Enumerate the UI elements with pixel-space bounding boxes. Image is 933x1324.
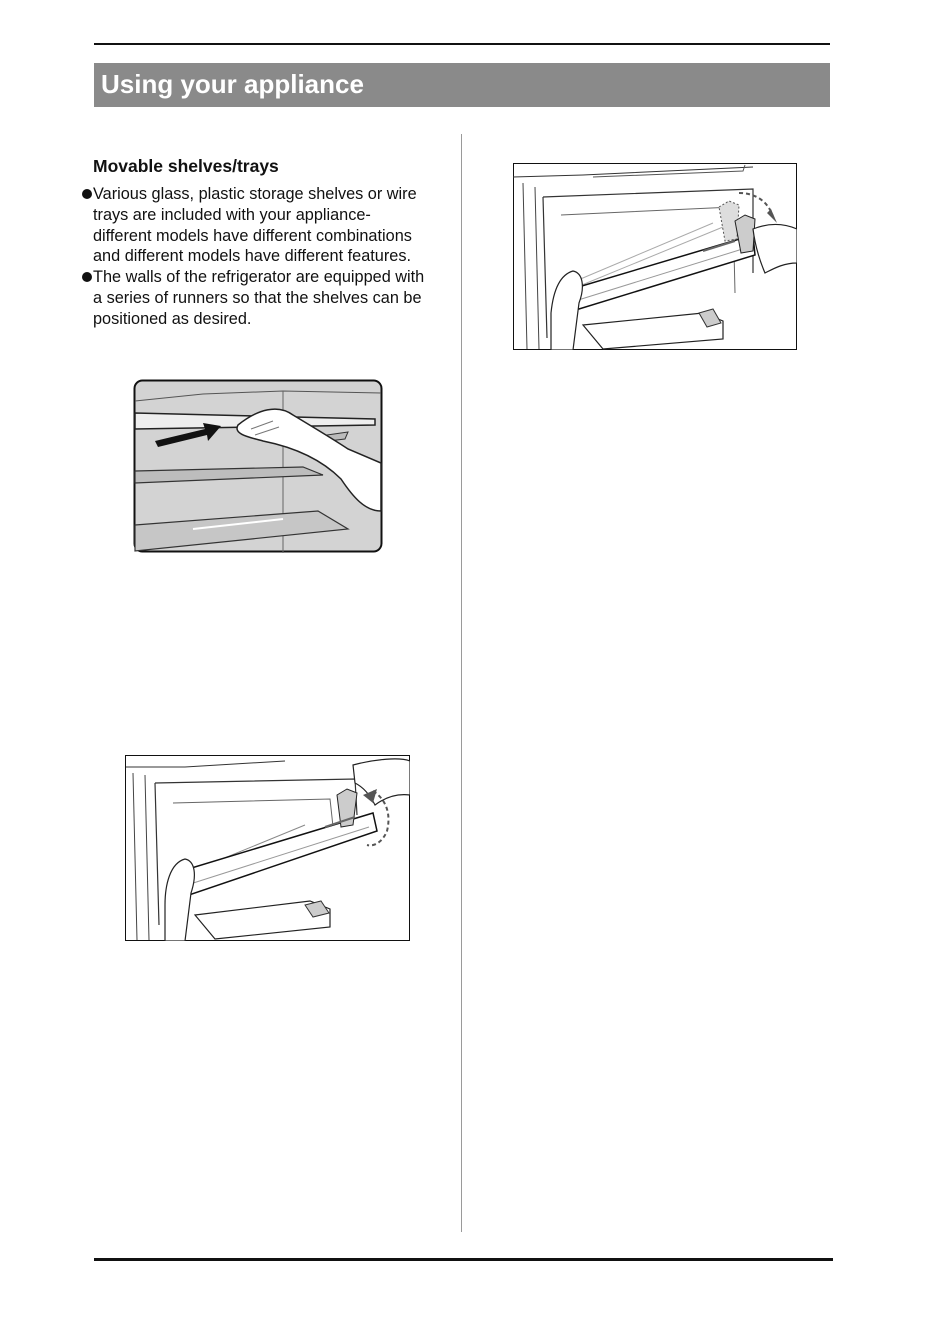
bullet-list xyxy=(81,184,426,330)
door-bin-drawing xyxy=(513,163,797,350)
bullet-text: The walls of the refrigerator are equipped with a series of runners so that the shelves can be positioned as desired. xyxy=(93,268,425,328)
bullet-item xyxy=(81,184,426,267)
shelf-illustration xyxy=(133,379,383,553)
bullet-item xyxy=(81,267,426,329)
door-bin-drawing xyxy=(125,755,410,941)
top-rule xyxy=(94,43,830,45)
bullet-text: Various glass, plastic storage shelves or wire trays are included with your appliance-different models have different combinations and different models have different features. xyxy=(93,185,417,266)
page-title: Using your appliance xyxy=(94,63,830,107)
shelf-drawing xyxy=(133,379,383,553)
bullet-dot-icon xyxy=(82,189,92,199)
bullet-dot-icon xyxy=(82,272,92,282)
column-divider xyxy=(461,134,462,1232)
bottom-rule xyxy=(94,1258,833,1261)
door-bin-illustration xyxy=(125,755,410,941)
door-bin-illustration xyxy=(513,163,797,350)
section-heading: Movable shelves/trays xyxy=(93,156,279,176)
